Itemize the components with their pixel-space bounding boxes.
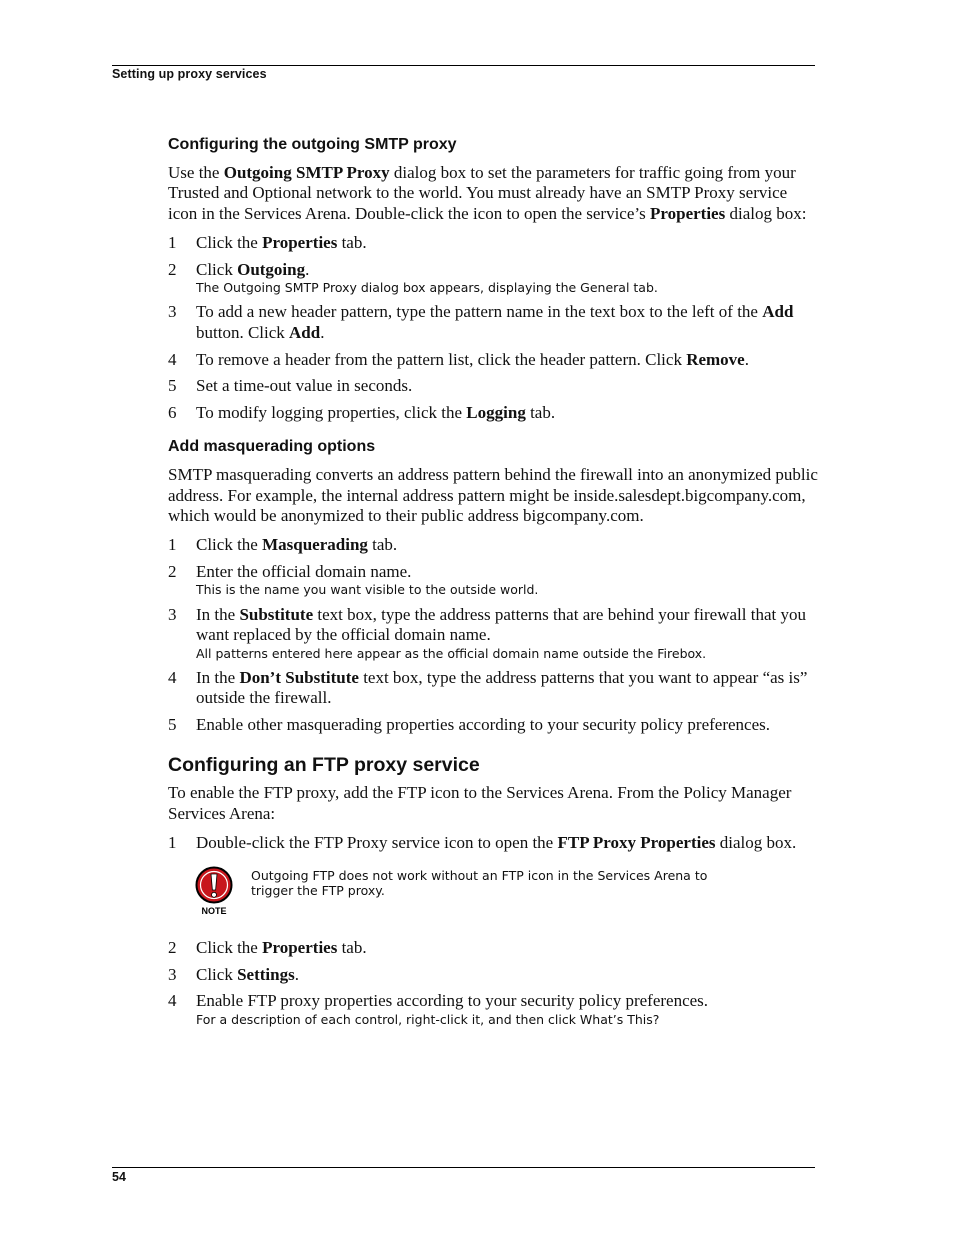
page-content	[168, 135, 818, 1036]
text-run: Enable other masquerading properties according to your security policy preferences.	[196, 715, 770, 735]
section-heading-smtp: Configuring the outgoing SMTP proxy	[168, 136, 457, 153]
bold-term: Outgoing	[237, 259, 306, 279]
step-text	[196, 991, 708, 1010]
list-item	[168, 938, 818, 958]
list-item	[168, 668, 818, 709]
step-result: The Outgoing SMTP Proxy dialog box appears, displaying the General tab.	[196, 279, 658, 295]
ftp-steps-first	[168, 833, 818, 853]
ftp-steps-second	[168, 938, 818, 1028]
step-text	[196, 376, 412, 395]
text-run: Set a time-out value in seconds.	[196, 376, 413, 396]
step-number: 5	[168, 715, 177, 735]
step-text	[196, 403, 555, 422]
text-run: Double-click the FTP Proxy service icon to open the	[196, 833, 558, 853]
note-text: Outgoing FTP does not work without an FTP icon in the Services Arena to trigger the FTP proxy.	[251, 867, 708, 899]
text-run: dialog box:	[725, 203, 807, 223]
list-item	[168, 562, 818, 598]
bold-term: Add	[762, 302, 794, 322]
text-run: dialog box.	[715, 833, 797, 853]
text-run: Click the	[196, 232, 263, 252]
note-callout	[168, 860, 818, 926]
step-text	[196, 302, 793, 341]
smtp-steps	[168, 233, 818, 424]
step-result: This is the name you want visible to the outside world.	[196, 582, 539, 598]
ftp-intro	[168, 783, 818, 824]
list-item	[168, 715, 818, 735]
list-item	[168, 233, 818, 253]
footer-rule	[112, 1167, 815, 1168]
step-number: 1	[168, 232, 177, 252]
bold-term: Properties	[262, 232, 338, 252]
list-item	[168, 376, 818, 396]
step-number: 3	[168, 302, 177, 322]
bold-term: Properties	[650, 203, 726, 223]
step-text	[196, 233, 367, 252]
text-run: Click the	[196, 535, 263, 555]
text-run: To remove a header from the pattern list, click the header pattern. Click	[196, 349, 687, 369]
step-number: 5	[168, 376, 177, 396]
list-item	[168, 965, 818, 985]
step-text	[196, 260, 309, 279]
text-run: .	[305, 259, 310, 279]
step-text	[196, 833, 796, 852]
text-run: button. Click	[196, 322, 290, 342]
step-number: 2	[168, 562, 177, 582]
text-run: To modify logging properties, click the	[196, 403, 467, 423]
step-number: 2	[168, 259, 177, 279]
text-run: Click the	[196, 937, 263, 957]
step-number: 3	[168, 604, 177, 624]
step-result: All patterns entered here appear as the official domain name outside the Firebox.	[196, 645, 707, 661]
text-run: .	[744, 349, 749, 369]
smtp-intro	[168, 163, 818, 224]
list-item	[168, 833, 818, 853]
step-text	[196, 668, 807, 707]
text-run: To add a new header pattern, type the pattern name in the text box to the left of the	[196, 302, 763, 322]
bold-term: Logging	[466, 403, 526, 423]
text-run: tab.	[525, 403, 556, 423]
masquerading-steps	[168, 535, 818, 735]
text-run: dialog box to set the parameters for traffic going from your Trusted and Optional network to the world. You must already have an SMTP Proxy service icon in the Services Arena. Double-click the icon to open the service’s	[168, 163, 796, 223]
step-number: 2	[168, 937, 177, 957]
bold-term: Masquerading	[262, 535, 368, 555]
list-item	[168, 350, 818, 370]
step-number: 6	[168, 403, 177, 423]
masquerading-intro	[168, 465, 818, 526]
list-item	[168, 535, 818, 555]
text-run: .	[294, 964, 299, 984]
step-text	[196, 938, 367, 957]
list-item	[168, 403, 818, 423]
step-number: 1	[168, 833, 177, 853]
bold-term: Substitute	[239, 604, 314, 624]
header-rule	[112, 65, 815, 66]
step-number: 4	[168, 349, 177, 369]
bold-term: Outgoing SMTP Proxy	[223, 163, 390, 182]
page-number: 54	[112, 1170, 126, 1184]
step-number: 3	[168, 964, 177, 984]
text-run: tab.	[337, 937, 367, 957]
step-text	[196, 535, 397, 554]
text-run: .	[320, 322, 325, 342]
bold-term: Add	[289, 322, 321, 342]
running-head: Setting up proxy services	[112, 67, 267, 81]
text-run: In the	[196, 604, 240, 624]
text-run: Enable FTP proxy properties according to your security policy preferences.	[196, 991, 709, 1011]
step-number: 4	[168, 668, 177, 688]
text-run: In the	[196, 668, 240, 688]
step-text	[196, 562, 411, 581]
list-item	[168, 302, 818, 343]
text-run: SMTP masquerading converts an address pattern behind the firewall into an anonymized public address. For example, the internal address pattern might be inside.salesdept.bigcompany.com, which would be anonymized to their public address bigcompany.com.	[168, 465, 818, 526]
step-number: 1	[168, 535, 177, 555]
bold-term: Don’t Substitute	[239, 668, 359, 688]
bold-term: FTP Proxy Properties	[557, 833, 716, 853]
step-result: For a description of each control, right-click it, and then click What’s This?	[196, 1011, 660, 1027]
list-item	[168, 260, 818, 296]
bold-term: Properties	[262, 937, 338, 957]
section-heading-ftp: Configuring an FTP proxy service	[168, 754, 480, 777]
step-text	[196, 715, 770, 734]
text-run: To enable the FTP proxy, add the FTP icon to the Services Arena. From the Policy Manager Services Arena:	[168, 783, 792, 823]
step-text	[196, 605, 806, 644]
text-run: text box, type the address patterns that you want to appear “as is” outside the firewall.	[196, 668, 808, 708]
text-run: text box, type the address patterns that are behind your firewall that you want replaced by the official domain name.	[196, 604, 806, 645]
text-run: tab.	[367, 535, 398, 555]
step-text	[196, 965, 299, 984]
note-icon-label: NOTE	[201, 905, 227, 916]
text-run: tab.	[337, 232, 367, 252]
note-exclamation-icon	[194, 866, 234, 916]
bold-term: Remove	[686, 349, 745, 369]
step-number: 4	[168, 991, 177, 1011]
bold-term: Settings	[237, 964, 295, 984]
text-run: Use the	[168, 163, 224, 182]
list-item	[168, 991, 818, 1027]
text-run: Click	[196, 259, 238, 279]
list-item	[168, 605, 818, 662]
section-heading-masquerading: Add masquerading options	[168, 438, 376, 456]
text-run: Click	[196, 964, 238, 984]
text-run: Enter the official domain name.	[196, 562, 412, 582]
step-text	[196, 350, 749, 369]
